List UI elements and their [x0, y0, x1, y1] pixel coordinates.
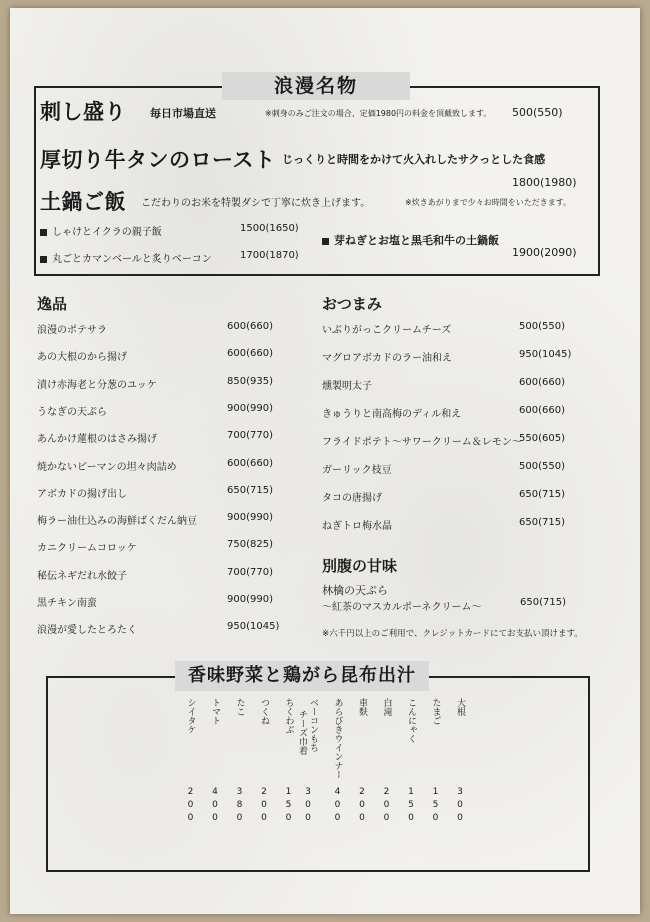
bullet-icon	[40, 229, 47, 236]
menu-item-name: カニクリームコロッケ	[37, 543, 137, 555]
menu-item-price: 650(715)	[227, 484, 273, 496]
oden-item-name: トマト	[210, 698, 220, 725]
donabe-item	[40, 223, 162, 238]
menu-item-name: 黒チキン南蛮	[37, 598, 97, 609]
menu-item-price: 500(550)	[519, 321, 565, 332]
menu-item-name: 燻製明太子	[322, 381, 372, 392]
menu-item-name: マグロアボカドのラー油和え	[322, 353, 452, 364]
oden-title: 香味野菜と鶏がら昆布出汁	[175, 661, 429, 691]
oden-item-name: ちくわぶ	[283, 698, 294, 734]
donabe-item-name: 丸ごとカマンベールと炙りベーコン	[52, 254, 212, 265]
dessert-name: 林檎の天ぷら	[322, 584, 388, 597]
sashimi-price: 500(550)	[512, 106, 563, 119]
menu-item-price: 700(770)	[227, 430, 273, 442]
menu-item-price: 550(605)	[519, 433, 565, 444]
menu-item-price: 650(715)	[519, 517, 565, 528]
menu-item-price: 900(990)	[227, 594, 273, 605]
menu-item-name: うなぎの天ぷら	[37, 406, 107, 418]
oden-frame	[46, 676, 590, 872]
bullet-icon	[322, 238, 329, 245]
menu-item-name: 焼かないピーマンの坦々肉詰め	[37, 461, 177, 473]
oden-item-name: たこ	[234, 698, 245, 716]
donabe-item-name: しゃけとイクラの親子飯	[52, 227, 162, 238]
menu-item-name: あんかけ蓮根のはさみ揚げ	[37, 434, 157, 446]
oden-item-price: 150	[406, 787, 416, 826]
payment-footnote: ※六千円以上のご利用で、クレジットカードにてお支払い頂けます。	[322, 629, 583, 639]
menu-item-name: ガーリック枝豆	[322, 465, 392, 476]
tongue-price: 1800(1980)	[512, 176, 577, 189]
menu-item-price: 600(660)	[519, 377, 565, 388]
menu-item-name: いぶりがっこクリームチーズ	[322, 325, 452, 336]
menu-item-name: 梅ラー油仕込みの海鮮ばくだん納豆	[37, 516, 197, 528]
menu-item-price: 900(990)	[227, 402, 273, 414]
menu-item-price: 950(1045)	[227, 621, 280, 633]
dessert-title: 別腹の甘味	[322, 557, 398, 575]
donabe-name: 土鍋ご飯	[40, 190, 126, 214]
specials-title: 浪漫名物	[222, 72, 410, 100]
donabe-item	[322, 232, 499, 248]
tongue-name: 厚切り牛タンのロースト	[40, 148, 276, 172]
menu-item-name: あの大根のから揚げ	[37, 352, 127, 364]
oden-item-price: 150	[430, 787, 441, 826]
dessert-sub: ～紅茶のマスカルポーネクリーム～	[322, 602, 482, 613]
ippin-title: 逸品	[37, 295, 68, 313]
menu-item-price: 600(660)	[227, 348, 273, 360]
menu-item-name: フライドポテト～サワークリーム＆レモン～	[322, 437, 522, 448]
menu-item-price: 600(660)	[227, 457, 273, 469]
menu-item-price: 600(660)	[519, 405, 565, 416]
oden-item-price: 300	[303, 787, 313, 826]
menu-item-name: アボカドの揚げ出し	[37, 488, 127, 500]
oden-item-price: 200	[259, 787, 269, 826]
donabe-item-price: 1500(1650)	[240, 223, 299, 234]
menu-item-name: 浪漫のポテサラ	[37, 325, 107, 336]
sashimi-sub: 毎日市場直送	[150, 107, 216, 120]
oden-item-price: 200	[357, 787, 367, 826]
bullet-icon	[40, 256, 47, 263]
menu-item-price: 850(935)	[227, 375, 273, 387]
donabe-item-name: 芽ねぎとお塩と黒毛和牛の土鍋飯	[334, 234, 499, 247]
menu-item-price: 600(660)	[227, 321, 273, 332]
oden-item-price: 200	[381, 787, 392, 826]
otsumami-title: おつまみ	[322, 295, 382, 313]
menu-item-name: 秘伝ネギだれ水餃子	[37, 570, 127, 582]
menu-item-name: 漬け赤海老と分葱のユッケ	[37, 379, 157, 391]
oden-item-price: 150	[283, 787, 294, 826]
sashimi-name: 刺し盛り	[40, 100, 126, 124]
menu-item-name: ねぎトロ梅水晶	[322, 521, 392, 532]
donabe-item-price: 1700(1870)	[240, 250, 299, 261]
oden-item-name: 大根	[455, 698, 465, 716]
oden-item-price: 400	[210, 787, 220, 826]
donabe-item	[40, 250, 212, 265]
donabe-item-price: 1900(2090)	[512, 246, 577, 259]
oden-item-name: つくね	[259, 698, 269, 725]
oden-item-price: 380	[234, 787, 245, 826]
oden-item-price: 300	[455, 787, 465, 826]
oden-item-name: あらびきウインナー	[332, 698, 343, 779]
dessert-price: 650(715)	[520, 597, 566, 608]
tongue-desc: じっくりと時間をかけて火入れしたサクっとした食感	[282, 153, 546, 166]
donabe-note: ※炊きあがりまで少々お時間をいただきます。	[405, 198, 572, 207]
menu-item-price: 950(1045)	[519, 349, 572, 360]
oden-item-name: 白滝	[381, 698, 392, 716]
menu-item-name: きゅうりと南高梅のディル和え	[322, 409, 462, 420]
oden-item-name: ベーコンもち	[308, 698, 318, 752]
menu-item-name: 浪漫が愛したとろたく	[37, 625, 137, 637]
menu-item-price: 650(715)	[519, 489, 565, 500]
oden-item-price: 400	[332, 787, 343, 826]
donabe-desc: こだわりのお米を特製ダシで丁寧に炊き上げます。	[141, 198, 371, 209]
menu-item-price: 750(825)	[227, 539, 273, 551]
oden-item-name: シイタケ	[185, 698, 196, 734]
oden-item-name: 車麩	[357, 698, 367, 716]
menu-item-price: 700(770)	[227, 566, 273, 578]
menu-item-name: タコの唐揚げ	[322, 493, 382, 504]
oden-item-price: 200	[185, 787, 196, 826]
menu-item-price: 900(990)	[227, 512, 273, 524]
oden-item-name-2: チーズ巾着	[297, 710, 307, 755]
oden-item-name: こんにゃく	[406, 698, 416, 743]
sashimi-note: ※刺身のみご注文の場合、定価1980円の料金を頂戴致します。	[265, 109, 492, 118]
menu-item-price: 500(550)	[519, 461, 565, 472]
oden-item-name: たまご	[430, 698, 441, 725]
